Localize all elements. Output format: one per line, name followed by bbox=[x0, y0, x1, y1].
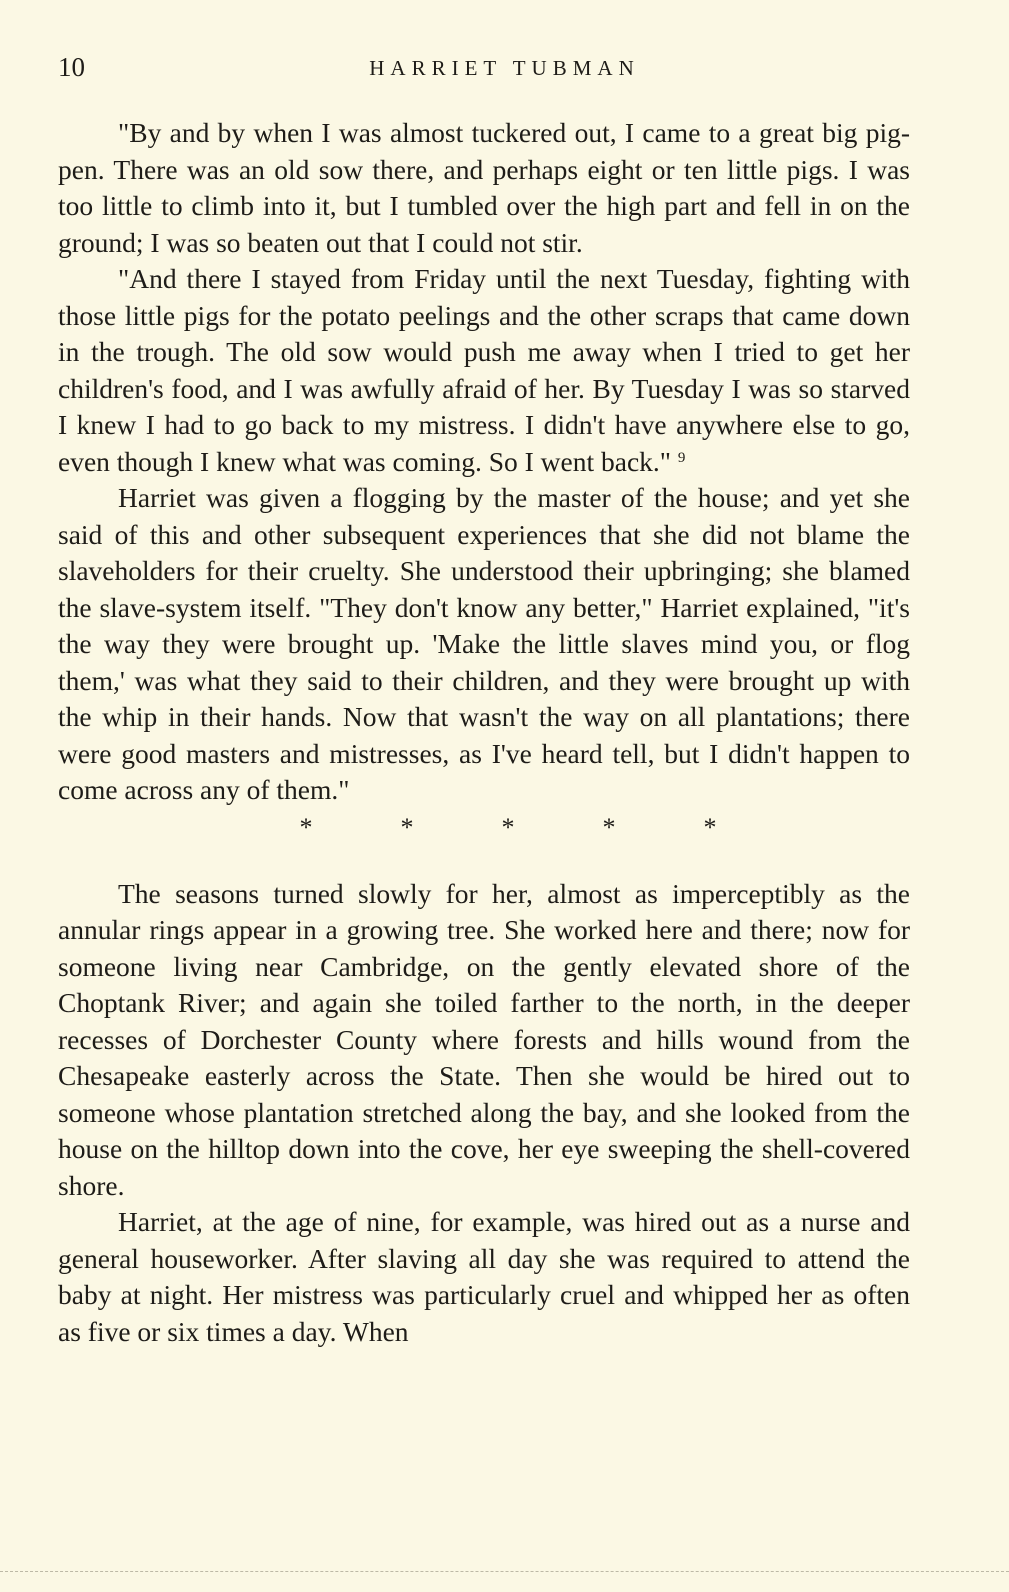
paragraph-text: Harriet was given a flogging by the master of the house; and yet she said of this and other subsequent experiences that she did not blame the slaveholders for their cruelty. She understood their upbringing; she blamed the slave-system itself. "They don't know any better," Harriet explained, "it's the way they were brought up. 'Make the little slaves mind you, or flog them,' was what they said to their children, and they were brought up with the whip in their hands. Now that wasn't the way on all plantations; there were good masters and mistresses, as I've heard tell, but I didn't happen to come across any of them." bbox=[58, 482, 910, 805]
paragraph-text: Harriet, at the age of nine, for example, was hired out as a nurse and general houseworker. After slaving all day she was required to attend the baby at night. Her mistress was particularly cruel and whipped her as often as five or six times a day. When bbox=[58, 1206, 910, 1347]
asterisk: * bbox=[400, 812, 414, 842]
paragraph bbox=[58, 876, 910, 1205]
asterisk: * bbox=[299, 812, 313, 842]
page-edge-line bbox=[0, 1571, 1009, 1572]
asterisk: * bbox=[501, 812, 515, 842]
section-break bbox=[58, 810, 910, 846]
running-head: HARRIET TUBMAN bbox=[369, 56, 640, 80]
page-number: 10 bbox=[58, 52, 85, 82]
paragraph bbox=[58, 115, 910, 261]
paragraph bbox=[58, 1204, 910, 1350]
asterisk: * bbox=[703, 812, 717, 842]
body-text bbox=[58, 115, 910, 1350]
paragraph-text: The seasons turned slowly for her, almost as imperceptibly as the annular rings appear in a growing tree. She worked here and there; now for someone living near Cambridge, on the gently elevated shore of the Choptank River; and again she toiled farther to the north, in the deeper recesses of Dorchester County where forests and hills wound from the Chesapeake easterly across the State. Then she would be hired out to someone whose plantation stretched along the bay, and she looked from the house on the hilltop down into the cove, her eye sweeping the shell-covered shore. bbox=[58, 877, 910, 1201]
paragraph-text: "And there I stayed from Friday until the next Tuesday, fighting with those little pigs for the potato peelings and the other scraps that came down in the trough. The old sow would push me away when I tried to get her children's food, and I was awfully afraid of her. By Tuesday I was so starved I knew I had to go back to my mistress. I didn't have anywhere else to go, even though I knew what was coming. So I went back." bbox=[58, 263, 910, 477]
footnote-marker: 9 bbox=[677, 449, 686, 466]
paragraph bbox=[58, 480, 910, 809]
paragraph bbox=[58, 261, 910, 480]
paragraph-text: "By and by when I was almost tuckered out, I came to a great big pig-pen. There was an old sow there, and perhaps eight or ten little pigs. I was too little to climb into it, but I tumbled over the high part and fell in on the ground; I was so beaten out that I could not stir. bbox=[58, 117, 910, 258]
asterisk: * bbox=[602, 812, 616, 842]
